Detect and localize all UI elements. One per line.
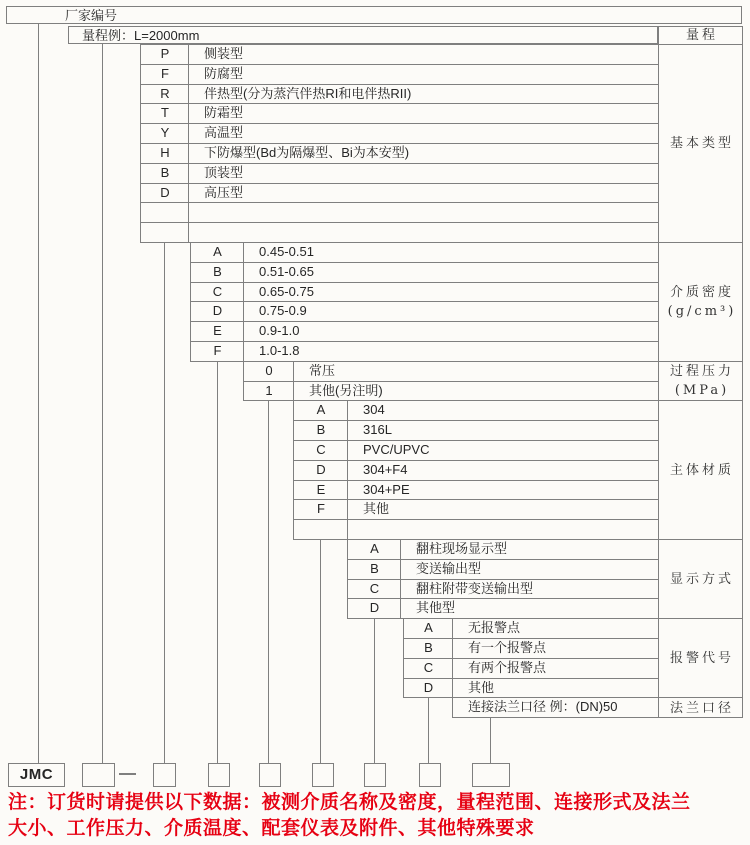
selection-row xyxy=(453,698,658,718)
category-label-body_material xyxy=(659,401,742,540)
description-cell: 0.45-0.51 xyxy=(259,244,314,259)
code-cell: P xyxy=(160,46,170,61)
code-cell: B xyxy=(424,639,433,655)
selection-block-medium_density xyxy=(190,242,659,362)
description-cell: 无报警点 xyxy=(468,620,521,636)
selection-block-alarm_code xyxy=(403,618,659,698)
category-label-line: 报警代号 xyxy=(669,650,734,666)
description-cell: 防霜型 xyxy=(204,105,244,121)
description-cell: 常压 xyxy=(309,362,336,378)
selection-row xyxy=(348,599,658,619)
code-cell: C xyxy=(369,580,380,596)
code-cell: B xyxy=(160,164,170,180)
selection-row xyxy=(294,461,658,481)
code-box-alarm_code xyxy=(419,763,441,787)
category-label-line: 量程 xyxy=(685,28,718,43)
selection-row xyxy=(404,639,658,659)
category-label-line: 主体材质 xyxy=(669,462,734,478)
code-box-basic_type xyxy=(153,763,176,787)
category-label-line: (MPa) xyxy=(674,383,730,399)
selection-block-body_material xyxy=(293,400,659,540)
description-cell: 有两个报警点 xyxy=(468,659,547,675)
description-cell: 其他(另注明) xyxy=(309,382,383,398)
description-cell: 顶装型 xyxy=(204,164,244,180)
manufacturer-code-label: 厂家编号 xyxy=(65,8,118,23)
description-cell: 0.51-0.65 xyxy=(259,263,314,279)
selection-row xyxy=(191,302,658,322)
connector-display_mode xyxy=(374,618,375,763)
selection-row xyxy=(294,500,658,520)
description-cell: 侧装型 xyxy=(204,46,244,61)
category-label-column xyxy=(658,26,743,718)
selection-row xyxy=(141,104,658,124)
selection-row xyxy=(348,560,658,580)
selection-row xyxy=(191,263,658,283)
category-label-flange_size xyxy=(659,698,742,718)
code-box-flange_size xyxy=(472,763,510,787)
selection-row xyxy=(141,45,658,65)
code-cell: B xyxy=(316,422,326,438)
selection-row xyxy=(141,203,658,223)
selection-row xyxy=(191,342,658,362)
selection-row xyxy=(141,124,658,144)
code-cell: 1 xyxy=(265,382,273,398)
selection-block-basic_type xyxy=(140,44,659,243)
selection-row xyxy=(404,619,658,639)
selection-row xyxy=(191,283,658,303)
code-cell: H xyxy=(160,145,170,160)
selection-block-process_pressure xyxy=(243,361,659,402)
code-cell: C xyxy=(212,283,223,299)
description-cell: 其他 xyxy=(363,501,390,517)
code-cell: E xyxy=(316,481,326,497)
selection-row xyxy=(404,679,658,699)
description-cell: PVC/UPVC xyxy=(363,441,430,457)
category-label-line: (g/cm³) xyxy=(667,303,737,319)
category-label-line: 法兰口径 xyxy=(669,700,734,716)
selection-row xyxy=(294,401,658,421)
connector-process_pressure xyxy=(268,400,269,763)
selection-row xyxy=(348,540,658,560)
selection-row xyxy=(294,520,658,540)
code-box-medium_density xyxy=(208,763,230,787)
description-cell: 高温型 xyxy=(204,125,244,141)
code-cell: Y xyxy=(160,125,170,141)
description-cell: 高压型 xyxy=(204,184,244,200)
model-prefix-box xyxy=(8,763,65,787)
code-cell: D xyxy=(369,600,380,616)
connector-range xyxy=(102,44,103,763)
category-label-line: 显示方式 xyxy=(669,571,734,587)
code-cell: 0 xyxy=(265,362,273,378)
selection-row xyxy=(244,382,658,402)
selection-block-display_mode xyxy=(347,539,659,619)
category-label-alarm_code xyxy=(659,619,742,698)
category-label-basic_type xyxy=(659,45,742,243)
description-cell: 防腐型 xyxy=(204,65,244,81)
description-cell: 316L xyxy=(363,422,392,438)
description-cell: 其他 xyxy=(468,679,495,695)
order-note-line2: 大小、工作压力、介质温度、配套仪表及附件、其他特殊要求 xyxy=(8,818,535,839)
range-example-text: 量程例：L=2000mm xyxy=(82,28,200,43)
category-label-range xyxy=(659,27,742,45)
selection-row xyxy=(404,659,658,679)
selection-row xyxy=(141,223,658,243)
code-cell: C xyxy=(423,659,434,675)
connector-medium_density xyxy=(217,361,218,763)
code-box-display_mode xyxy=(364,763,386,787)
category-label-line: 过程压力 xyxy=(669,364,734,380)
connector-body_material xyxy=(320,539,321,763)
description-cell: 翻柱附带变送输出型 xyxy=(416,580,534,596)
category-label-line: 基本类型 xyxy=(669,136,734,151)
description-cell: 304+F4 xyxy=(363,461,408,477)
code-cell: A xyxy=(213,244,222,259)
description-cell: 304 xyxy=(363,402,385,418)
order-note xyxy=(8,790,746,842)
dash-separator xyxy=(119,773,136,775)
code-cell: D xyxy=(423,679,434,695)
code-cell: T xyxy=(161,105,169,121)
category-label-medium_density xyxy=(659,243,742,362)
selection-row xyxy=(141,65,658,85)
description-cell: 变送输出型 xyxy=(416,560,482,576)
order-note-line1: 注：订货时请提供以下数据：被测介质名称及密度，量程范围、连接形式及法兰 xyxy=(8,792,691,813)
selection-row xyxy=(348,580,658,600)
selection-row xyxy=(294,441,658,461)
description-cell: 翻柱现场显示型 xyxy=(416,541,508,556)
code-cell: C xyxy=(316,441,326,457)
category-label-line: 介质密度 xyxy=(669,284,734,300)
selection-row xyxy=(191,322,658,342)
description-cell: 0.9-1.0 xyxy=(259,323,300,339)
code-cell: D xyxy=(316,461,326,477)
description-cell: 伴热型(分为蒸汽伴热RI和电伴热RII) xyxy=(204,85,412,101)
code-box-body_material xyxy=(312,763,334,787)
category-label-process_pressure xyxy=(659,362,742,402)
code-cell: R xyxy=(160,85,170,101)
code-cell: B xyxy=(370,560,379,576)
connector-basic_type xyxy=(164,242,165,763)
code-box-range xyxy=(82,763,115,787)
range-example-row xyxy=(68,26,658,44)
description-cell: 0.75-0.9 xyxy=(259,303,307,319)
selection-row xyxy=(191,243,658,263)
selection-row xyxy=(141,164,658,184)
selection-block-flange_size xyxy=(452,697,659,718)
selection-row xyxy=(141,144,658,164)
description-cell: 下防爆型(Bd为隔爆型、Bi为本安型) xyxy=(204,145,410,160)
model-prefix-text: JMC xyxy=(19,766,54,783)
description-cell: 0.65-0.75 xyxy=(259,283,314,299)
selection-row xyxy=(244,362,658,382)
code-box-process_pressure xyxy=(259,763,281,787)
code-cell: B xyxy=(213,263,222,279)
code-cell: A xyxy=(370,541,379,556)
connector-alarm_code xyxy=(428,697,429,763)
code-cell: F xyxy=(317,501,325,517)
selection-row xyxy=(294,421,658,441)
code-cell: F xyxy=(213,343,222,358)
code-cell: E xyxy=(213,323,222,339)
code-cell: A xyxy=(424,620,433,636)
connector-flange_size xyxy=(490,717,491,763)
code-cell: D xyxy=(160,184,170,200)
connector-manufacturer xyxy=(38,24,39,763)
category-label-display_mode xyxy=(659,540,742,619)
description-cell: 1.0-1.8 xyxy=(259,343,300,358)
description-cell: 其他型 xyxy=(416,600,456,616)
manufacturer-code-row xyxy=(6,6,742,24)
description-cell: 304+PE xyxy=(363,481,410,497)
description-cell: 连接法兰口径 例：(DN)50 xyxy=(468,699,618,715)
selection-row xyxy=(294,481,658,501)
code-cell: D xyxy=(212,303,223,319)
code-cell: F xyxy=(161,65,169,81)
selection-row xyxy=(141,184,658,204)
selection-row xyxy=(141,85,658,105)
description-cell: 有一个报警点 xyxy=(468,639,547,655)
code-cell: A xyxy=(316,402,326,418)
